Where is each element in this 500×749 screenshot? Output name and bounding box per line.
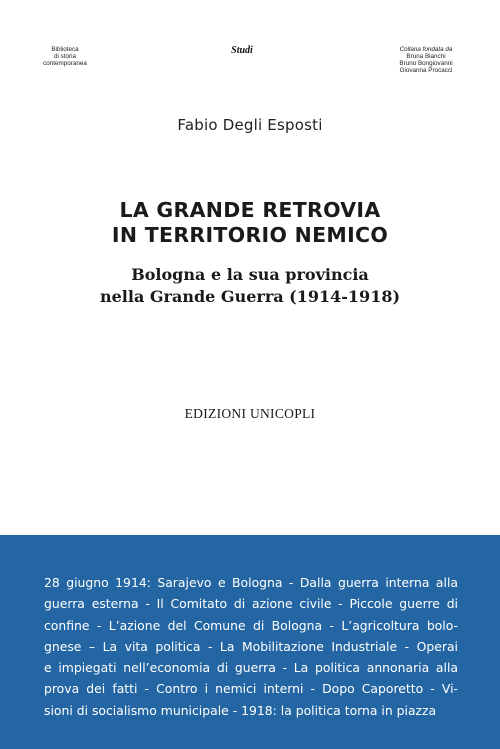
publisher-name: EDIZIONI UNICOPLI — [184, 406, 316, 421]
series-founders — [393, 46, 459, 74]
blurb-line: prova dei fatti - Contro i nemici interni - Dopo Caporetto - Vi- — [44, 681, 458, 697]
blurb-line: confine - L’azione del Comune di Bologna - L’agricoltura bolo- — [44, 617, 458, 633]
author-name: Fabio Degli Esposti — [177, 116, 323, 134]
series-founder-name: Bruno Bongiovanni — [399, 60, 453, 67]
blurb-line: sioni di socialismo municipale - 1918: la politica torna in piazza — [44, 702, 437, 718]
blurb-line: 28 giugno 1914: Sarajevo e Bologna - Dalla guerra interna alla — [44, 575, 458, 590]
series-library-line: contemporanea — [43, 60, 87, 67]
book-title — [0, 198, 500, 248]
book-subtitle-line: Bologna e la sua provincia — [131, 265, 369, 284]
series-library-label — [40, 46, 90, 67]
blurb-line: guerra esterna - Il Comitato di azione civile - Piccole guerre di — [44, 596, 458, 612]
book-title-line: LA GRANDE RETROVIA — [119, 198, 381, 222]
series-founder-name: Giovanna Procacci — [399, 67, 453, 74]
book-subtitle-line: nella Grande Guerra (1914-1918) — [99, 287, 401, 306]
series-library-line: Biblioteca — [51, 46, 79, 53]
series-studi-label: Studi — [231, 45, 253, 56]
blurb-line: gnese – La vita politica - La Mobilitazione Industriale - Operai — [44, 638, 458, 654]
series-founded-by-label: Collana fondata da — [399, 46, 453, 53]
book-title-line: IN TERRITORIO NEMICO — [111, 223, 389, 247]
series-library-line: di storia — [53, 53, 77, 60]
blurb-line: e impiegati nell’economia di guerra - La politica annonaria alla — [44, 660, 458, 676]
contents-blurb — [44, 572, 458, 721]
book-subtitle — [0, 264, 500, 308]
series-founder-name: Bruna Bianchi — [406, 53, 446, 60]
